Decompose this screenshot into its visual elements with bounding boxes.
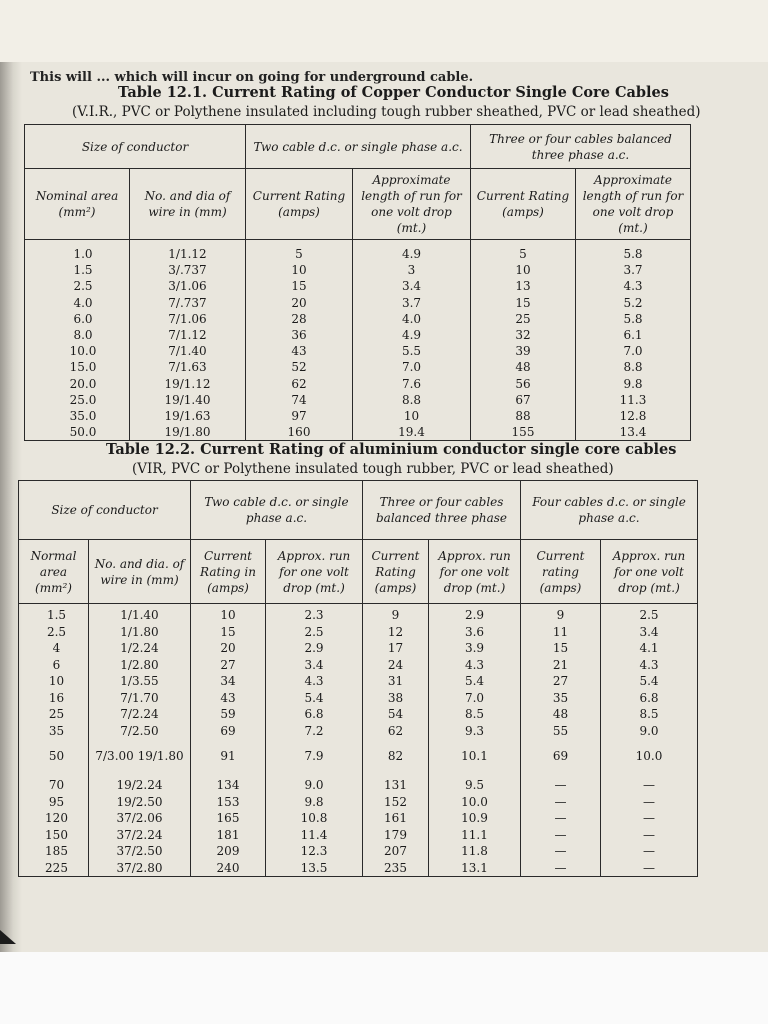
table1-group-size: Size of conductor	[25, 125, 246, 169]
table-cell: 19/2.24	[89, 773, 191, 794]
table-cell: 240	[191, 860, 266, 877]
table2-col-normal-area: Normal area (mm²)	[19, 540, 89, 604]
table-row	[19, 657, 698, 674]
table-cell: 9.0	[266, 773, 363, 794]
table1-col-run-3c: Approximate length of run for one volt drop (mt.)	[576, 169, 691, 240]
table-cell: 3	[353, 262, 471, 278]
table-cell: 209	[191, 843, 266, 860]
table-cell: 38	[363, 690, 429, 707]
table-cell: —	[521, 794, 601, 811]
table-cell: 4.0	[25, 295, 130, 311]
table2-title: Table 12.2. Current Rating of aluminium conductor single core cables	[106, 441, 677, 458]
preceding-text-fragment: This will ... which will incur on going for underground cable.	[30, 70, 474, 85]
table-cell: 3.7	[353, 295, 471, 311]
table-cell: 9	[363, 604, 429, 624]
table-cell: 35	[521, 690, 601, 707]
table2-col-current-3c: Current Rating (amps)	[363, 540, 429, 604]
table1-col-current-3c: Current Rating (amps)	[471, 169, 576, 240]
table-cell: 37/2.06	[89, 810, 191, 827]
table-cell: —	[521, 860, 601, 877]
table-cell: 225	[19, 860, 89, 877]
table-row	[19, 604, 698, 624]
table-cell: 1.0	[25, 240, 130, 263]
table-cell: —	[521, 843, 601, 860]
table-cell: 25.0	[25, 392, 130, 408]
background-below-page	[0, 952, 768, 1024]
table-cell: 9.5	[429, 773, 521, 794]
table-cell: 3/1.06	[130, 278, 246, 294]
table-cell: 7.0	[576, 343, 691, 359]
table-cell: 59	[191, 706, 266, 723]
table-cell: 7/.737	[130, 295, 246, 311]
table2-col-run-3c: Approx. run for one volt drop (mt.)	[429, 540, 521, 604]
table-cell: 69	[521, 739, 601, 773]
table-row	[25, 424, 691, 441]
table2-group-size: Size of conductor	[19, 481, 191, 540]
table-row	[19, 723, 698, 740]
table-cell: 37/2.50	[89, 843, 191, 860]
table-row	[25, 278, 691, 294]
table-row	[19, 827, 698, 844]
table-cell: 15	[246, 278, 353, 294]
table-cell: 235	[363, 860, 429, 877]
table-cell: 10.9	[429, 810, 521, 827]
table-cell: 69	[191, 723, 266, 740]
table-cell: 2.9	[266, 640, 363, 657]
table-cell: 37/2.24	[89, 827, 191, 844]
table-cell: 4.3	[266, 673, 363, 690]
table-cell: 10.8	[266, 810, 363, 827]
table-cell: 4.3	[601, 657, 698, 674]
table-cell: 179	[363, 827, 429, 844]
table2-subtitle: (VIR, PVC or Polythene insulated tough rubber, PVC or lead sheathed)	[132, 461, 614, 477]
table-cell: 7/2.24	[89, 706, 191, 723]
table-cell: 150	[19, 827, 89, 844]
table-cell: 19/1.63	[130, 408, 246, 424]
table-row	[25, 295, 691, 311]
table-cell: 7.6	[353, 376, 471, 392]
table-cell: 55	[521, 723, 601, 740]
table-cell: 15	[191, 624, 266, 641]
table-row	[25, 311, 691, 327]
table-cell: 48	[471, 359, 576, 375]
table-cell: 5.5	[353, 343, 471, 359]
table-cell: 4.9	[353, 240, 471, 263]
table-cell: 21	[521, 657, 601, 674]
table-cell: 20	[191, 640, 266, 657]
table-cell: 12.8	[576, 408, 691, 424]
table-cell: —	[521, 810, 601, 827]
table-cell: 50.0	[25, 424, 130, 441]
table-cell: 120	[19, 810, 89, 827]
table-cell: 95	[19, 794, 89, 811]
table-cell: 4.0	[353, 311, 471, 327]
table-cell: 25	[19, 706, 89, 723]
table-cell: 3.4	[353, 278, 471, 294]
table-cell: —	[521, 827, 601, 844]
table2-col-current-4c: Current rating (amps)	[521, 540, 601, 604]
table-cell: 160	[246, 424, 353, 441]
table-cell: 20.0	[25, 376, 130, 392]
table-cell: 3.4	[266, 657, 363, 674]
table-cell: 7/2.50	[89, 723, 191, 740]
table-cell: 6.8	[266, 706, 363, 723]
table-cell: 5.2	[576, 295, 691, 311]
table-cell: 2.5	[266, 624, 363, 641]
table-cell: —	[521, 773, 601, 794]
table-cell: 2.9	[429, 604, 521, 624]
table-row	[25, 408, 691, 424]
table-cell: 13.1	[429, 860, 521, 877]
table-cell: 1.5	[19, 604, 89, 624]
table2-col-run-2c: Approx. run for one volt drop (mt.)	[266, 540, 363, 604]
table1-col-run-2c: Approximate length of run for one volt drop (mt.)	[353, 169, 471, 240]
table-cell: 32	[471, 327, 576, 343]
table-row	[25, 262, 691, 278]
table-cell: 13	[471, 278, 576, 294]
table-cell: 5	[471, 240, 576, 263]
table-cell: 8.8	[576, 359, 691, 375]
table-cell: —	[601, 773, 698, 794]
table-cell: 70	[19, 773, 89, 794]
table-cell: 5.8	[576, 311, 691, 327]
table-cell: 1/2.80	[89, 657, 191, 674]
table-cell: 11	[521, 624, 601, 641]
table-cell: 15	[521, 640, 601, 657]
table-cell: 7.2	[266, 723, 363, 740]
table-cell: 7/1.12	[130, 327, 246, 343]
table1-col-nominal-area: Nominal area (mm²)	[25, 169, 130, 240]
table-cell: 35	[19, 723, 89, 740]
table2-col-current-2c: Current Rating in (amps)	[191, 540, 266, 604]
table-row	[25, 392, 691, 408]
table-cell: 62	[246, 376, 353, 392]
table-cell: 36	[246, 327, 353, 343]
table-cell: 19/1.40	[130, 392, 246, 408]
table-row	[25, 240, 691, 263]
table-cell: 7/3.00 19/1.80	[89, 739, 191, 773]
table-cell: 10	[246, 262, 353, 278]
table-cell: 19.4	[353, 424, 471, 441]
table-cell: 82	[363, 739, 429, 773]
table-cell: 35.0	[25, 408, 130, 424]
table-cell: 2.5	[19, 624, 89, 641]
table-cell: 12.3	[266, 843, 363, 860]
table-cell: 11.1	[429, 827, 521, 844]
table-cell: 3.6	[429, 624, 521, 641]
table2-group-three-four: Three or four cables balanced three phase	[363, 481, 521, 540]
table-cell: 25	[471, 311, 576, 327]
table-cell: 10.0	[429, 794, 521, 811]
table-row	[19, 773, 698, 794]
table-cell: 7.0	[353, 359, 471, 375]
table-cell: 1/1.80	[89, 624, 191, 641]
table-cell: 153	[191, 794, 266, 811]
table-row	[25, 327, 691, 343]
table-cell: 27	[191, 657, 266, 674]
table-cell: 10	[19, 673, 89, 690]
table-cell: 15.0	[25, 359, 130, 375]
table-cell: 12	[363, 624, 429, 641]
table1-col-current-2c: Current Rating (amps)	[246, 169, 353, 240]
table-cell: 2.5	[25, 278, 130, 294]
table-cell: 10.1	[429, 739, 521, 773]
table-cell: 9.0	[601, 723, 698, 740]
table1-group-three-four: Three or four cables balanced three phase a.c.	[471, 125, 691, 169]
table-cell: 165	[191, 810, 266, 827]
table-cell: 48	[521, 706, 601, 723]
table-cell: 5.4	[429, 673, 521, 690]
table2-body	[19, 604, 698, 877]
table-cell: 5.8	[576, 240, 691, 263]
table-row	[19, 794, 698, 811]
table2-group-four-cable: Four cables d.c. or single phase a.c.	[521, 481, 698, 540]
table-cell: 13.4	[576, 424, 691, 441]
table-cell: 11.3	[576, 392, 691, 408]
table-cell: 7/1.06	[130, 311, 246, 327]
table2-group-two-cable: Two cable d.c. or single phase a.c.	[191, 481, 363, 540]
table-cell: 43	[246, 343, 353, 359]
table-cell: 15	[471, 295, 576, 311]
table-row	[19, 739, 698, 773]
table-cell: 13.5	[266, 860, 363, 877]
table-cell: 37/2.80	[89, 860, 191, 877]
table-cell: 207	[363, 843, 429, 860]
table-cell: 9.3	[429, 723, 521, 740]
table-cell: 28	[246, 311, 353, 327]
table-cell: 9.8	[266, 794, 363, 811]
table1-title: Table 12.1. Current Rating of Copper Conductor Single Core Cables	[118, 84, 669, 101]
table-cell: 185	[19, 843, 89, 860]
table-cell: 7/1.70	[89, 690, 191, 707]
table-cell: 2.3	[266, 604, 363, 624]
table-row	[19, 860, 698, 877]
table-cell: 34	[191, 673, 266, 690]
table-cell: 16	[19, 690, 89, 707]
table-cell: 88	[471, 408, 576, 424]
table-cell: 8.5	[429, 706, 521, 723]
table-cell: 97	[246, 408, 353, 424]
page-corner-shadow	[0, 930, 16, 944]
table-cell: 6.0	[25, 311, 130, 327]
table2-aluminium-ratings	[18, 480, 698, 877]
table-cell: 6.8	[601, 690, 698, 707]
table-cell: 3/.737	[130, 262, 246, 278]
table-cell: 11.4	[266, 827, 363, 844]
table-row	[25, 343, 691, 359]
table-row	[19, 673, 698, 690]
table-cell: 19/1.80	[130, 424, 246, 441]
table-row	[19, 690, 698, 707]
table-cell: 8.0	[25, 327, 130, 343]
table-cell: 4.1	[601, 640, 698, 657]
table-cell: 7.9	[266, 739, 363, 773]
table-cell: —	[601, 843, 698, 860]
table-cell: 134	[191, 773, 266, 794]
table-cell: 52	[246, 359, 353, 375]
table-cell: 24	[363, 657, 429, 674]
table-cell: 3.9	[429, 640, 521, 657]
table-cell: 62	[363, 723, 429, 740]
table-cell: 8.5	[601, 706, 698, 723]
table-cell: 27	[521, 673, 601, 690]
table-row	[25, 376, 691, 392]
table-cell: 10	[353, 408, 471, 424]
table-cell: 7/1.63	[130, 359, 246, 375]
table-cell: 54	[363, 706, 429, 723]
table-cell: 67	[471, 392, 576, 408]
table-cell: —	[601, 794, 698, 811]
table-cell: 4.9	[353, 327, 471, 343]
table-cell: 5	[246, 240, 353, 263]
table-cell: 7.0	[429, 690, 521, 707]
table-cell: 9.8	[576, 376, 691, 392]
table-cell: 1/3.55	[89, 673, 191, 690]
table-cell: 19/2.50	[89, 794, 191, 811]
table-cell: —	[601, 810, 698, 827]
table-cell: 10	[471, 262, 576, 278]
table-cell: 1.5	[25, 262, 130, 278]
table-cell: 74	[246, 392, 353, 408]
table-cell: 19/1.12	[130, 376, 246, 392]
table-cell: 3.4	[601, 624, 698, 641]
table-row	[25, 359, 691, 375]
table-cell: 6.1	[576, 327, 691, 343]
table-cell: 3.7	[576, 262, 691, 278]
table-row	[19, 706, 698, 723]
table1-group-two-cable: Two cable d.c. or single phase a.c.	[246, 125, 471, 169]
table-cell: 6	[19, 657, 89, 674]
table1-col-wire: No. and dia of wire in (mm)	[130, 169, 246, 240]
table-cell: 4.3	[576, 278, 691, 294]
table-cell: 1/1.40	[89, 604, 191, 624]
table-cell: 20	[246, 295, 353, 311]
table-cell: 152	[363, 794, 429, 811]
table-cell: 161	[363, 810, 429, 827]
table-cell: —	[601, 827, 698, 844]
table-row	[19, 810, 698, 827]
table-row	[19, 624, 698, 641]
table-cell: 39	[471, 343, 576, 359]
table-cell: 181	[191, 827, 266, 844]
table-cell: 1/1.12	[130, 240, 246, 263]
table-cell: 1/2.24	[89, 640, 191, 657]
table-cell: 10	[191, 604, 266, 624]
table2-col-run-4c: Approx. run for one volt drop (mt.)	[601, 540, 698, 604]
table1-subtitle: (V.I.R., PVC or Polythene insulated including tough rubber sheathed, PVC or lead sheathed)	[72, 104, 701, 120]
table-cell: 4	[19, 640, 89, 657]
table-cell: 4.3	[429, 657, 521, 674]
table-cell: 5.4	[266, 690, 363, 707]
table-cell: 17	[363, 640, 429, 657]
table-cell: 56	[471, 376, 576, 392]
table-cell: 50	[19, 739, 89, 773]
table-cell: 9	[521, 604, 601, 624]
table-cell: 10.0	[601, 739, 698, 773]
table1-copper-ratings	[24, 124, 691, 441]
table-row	[19, 843, 698, 860]
table-cell: 155	[471, 424, 576, 441]
table-cell: 5.4	[601, 673, 698, 690]
table-cell: —	[601, 860, 698, 877]
table1-body	[25, 240, 691, 441]
table-cell: 10.0	[25, 343, 130, 359]
table-cell: 7/1.40	[130, 343, 246, 359]
table2-col-wire: No. and dia. of wire in (mm)	[89, 540, 191, 604]
table-cell: 31	[363, 673, 429, 690]
table-row	[19, 640, 698, 657]
table-cell: 2.5	[601, 604, 698, 624]
table-cell: 11.8	[429, 843, 521, 860]
table-cell: 8.8	[353, 392, 471, 408]
table-cell: 131	[363, 773, 429, 794]
table-cell: 91	[191, 739, 266, 773]
table-cell: 43	[191, 690, 266, 707]
